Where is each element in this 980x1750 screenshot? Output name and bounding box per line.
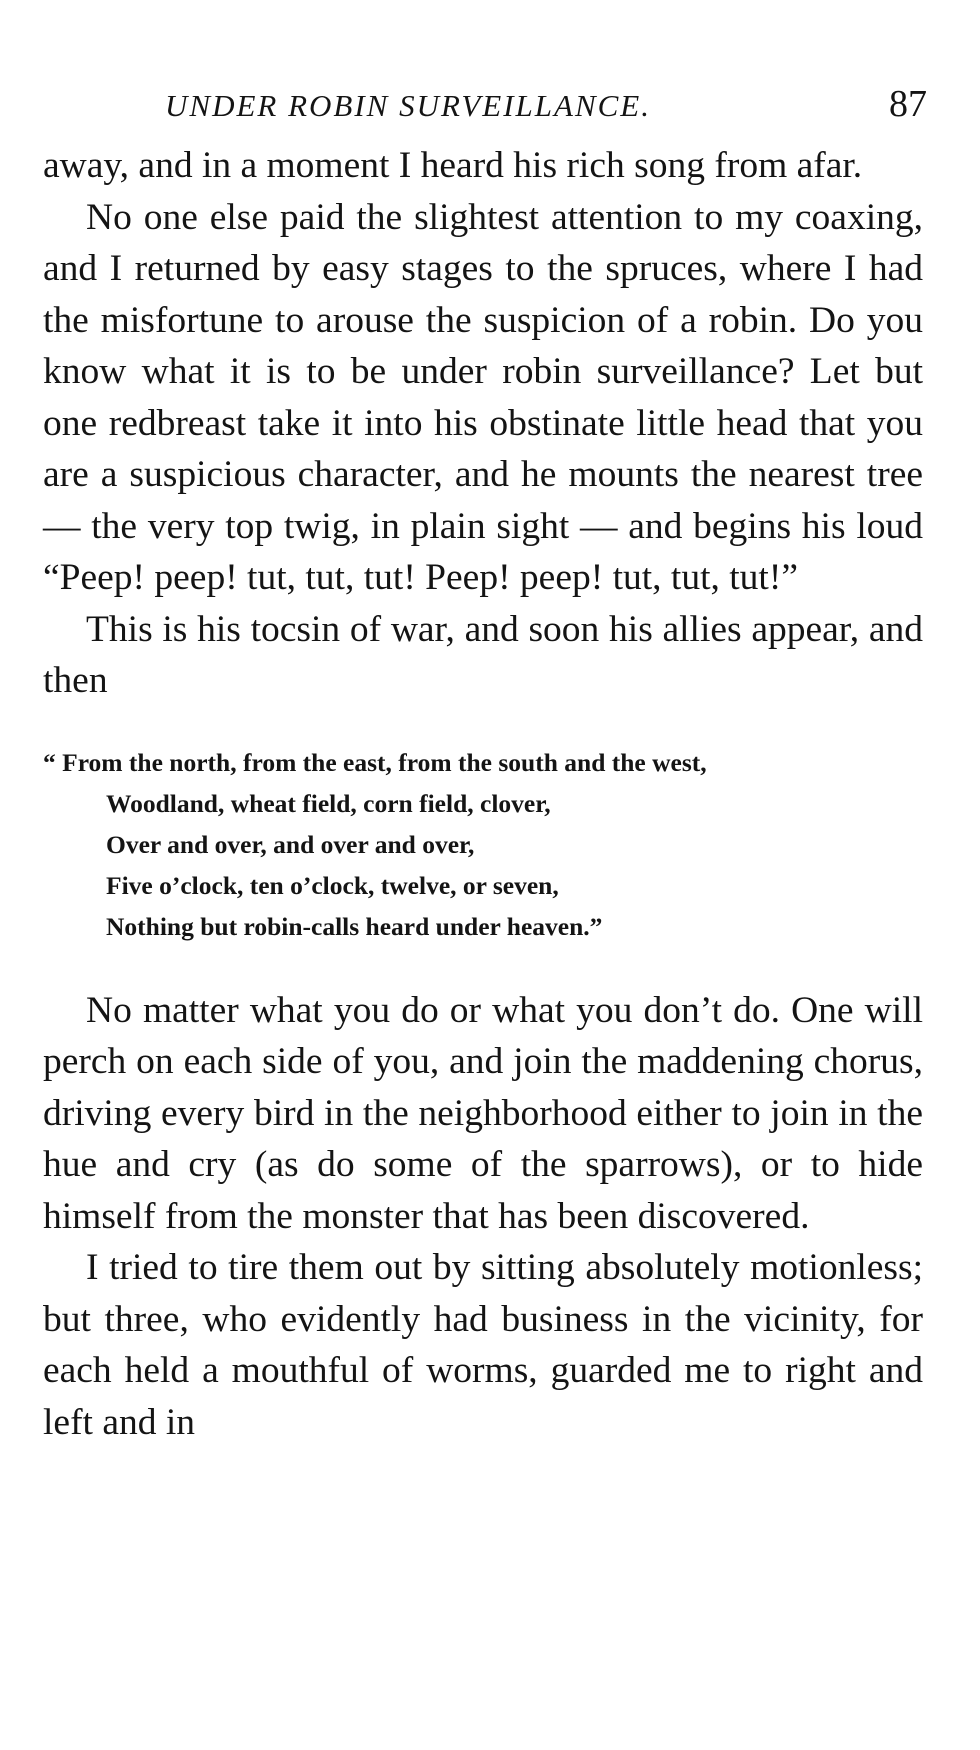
verse-quotation bbox=[43, 742, 923, 947]
running-title: UNDER ROBIN SURVEILLANCE. bbox=[165, 88, 651, 123]
paragraph-motionless: I tried to tire them out by sitting absolutely motionless; but three, who evidently had business in the vicinity, for each held a mouthful of worms, guarded me to right and left and in bbox=[43, 1247, 923, 1443]
verse-line: Woodland, wheat field, corn field, clover, bbox=[106, 788, 551, 818]
verse-line: “ From the north, from the east, from the south and the west, bbox=[43, 747, 707, 777]
paragraph-robin-surveillance: No one else paid the slightest attention to my coaxing, and I returned by easy stages to the spruces, where I had the misfortune to arouse the suspicion of a robin. Do you know what it is to be under robin surveillance? Let but one redbreast take it into his obstinate little head that you are a suspicious character, and he mounts the nearest tree — the very top twig, in plain sight — and begins his loud “Peep! peep! tut, tut, tut! Peep! peep! tut, tut, tut!” bbox=[43, 196, 923, 598]
paragraph-maddening-chorus: No matter what you do or what you don’t do. One will perch on each side of you, and join the maddening chorus, driving every bird in the neighborhood either to join in the hue and cry (as do some of the sparrows), or to hide himself from the monster that has been discovered. bbox=[43, 989, 923, 1237]
verse-line: Five o’clock, ten o’clock, twelve, or seven, bbox=[106, 870, 559, 900]
book-page bbox=[43, 83, 927, 1448]
paragraph-continuation: away, and in a moment I heard his rich song from afar. bbox=[43, 145, 863, 186]
verse-line: Over and over, and over and over, bbox=[106, 829, 475, 859]
verse-line: Nothing but robin-calls heard under heaven.” bbox=[106, 911, 603, 941]
paragraph-tocsin-of-war: This is his tocsin of war, and soon his allies appear, and then bbox=[43, 608, 923, 701]
page-number: 87 bbox=[889, 83, 927, 125]
running-header bbox=[43, 83, 927, 140]
